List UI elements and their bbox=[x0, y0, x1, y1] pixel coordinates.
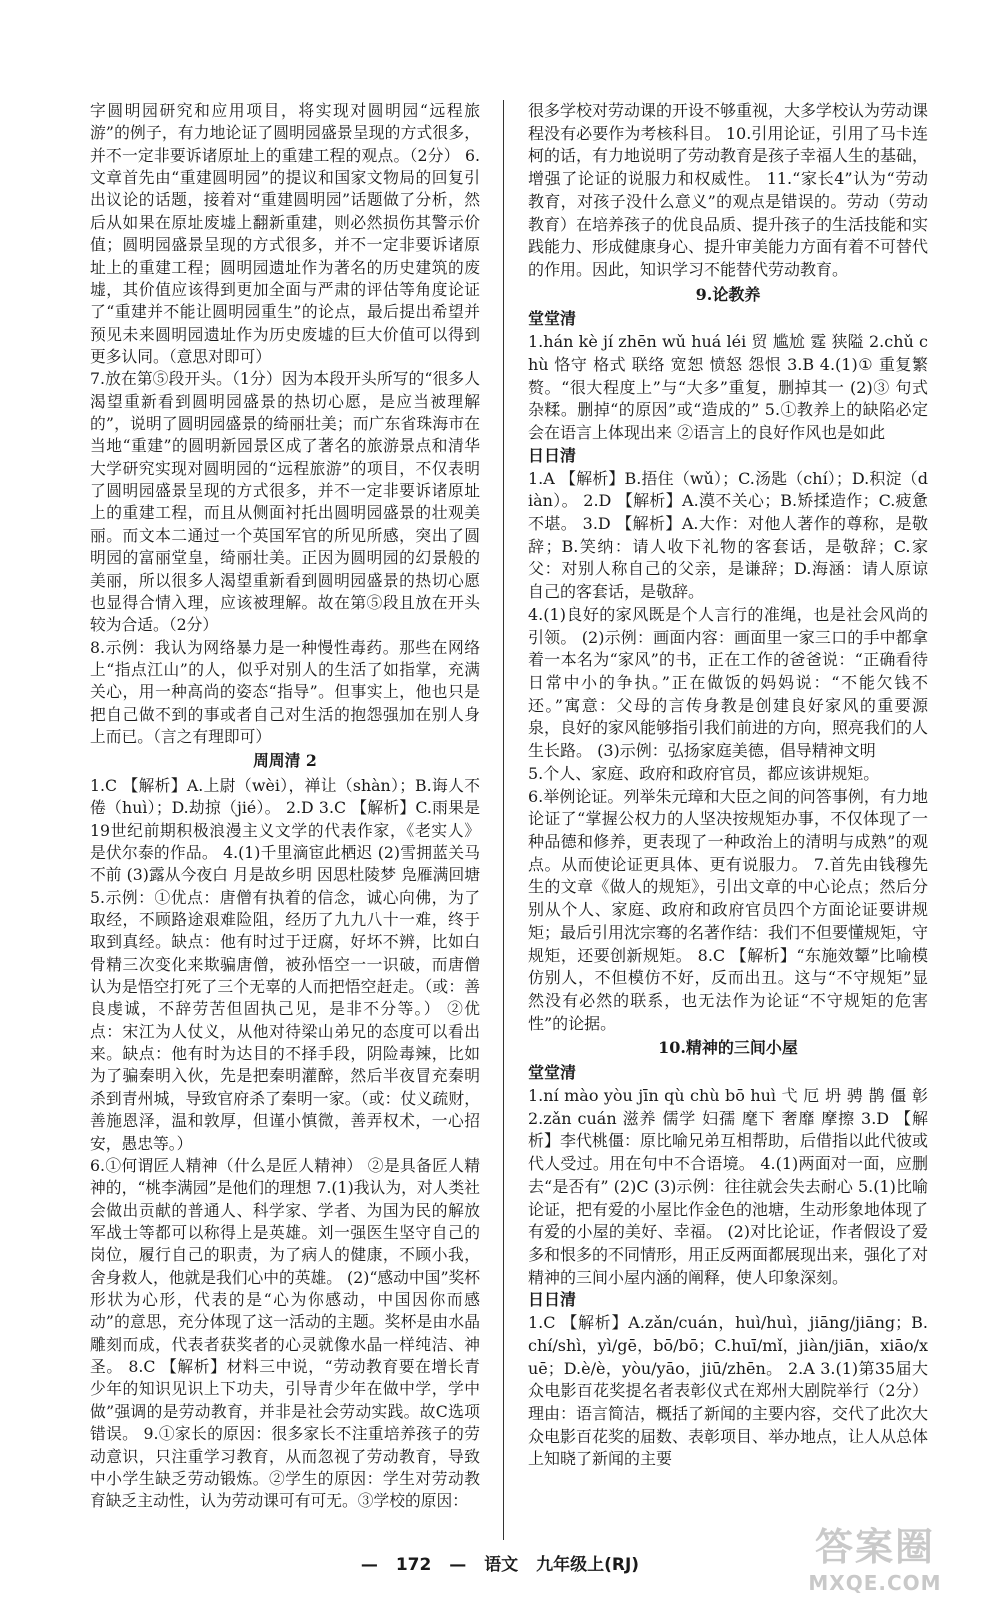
answer-paragraph: 6.举例论证。列举朱元璋和大臣之间的问答事例，有力地论证了“掌握公权力的人坚决按规矩办事，不仅体现了一种品德和修养，更表现了一种政治上的清明与成熟”的观点。从而使论证更具体、更有说服力。 7.首先由钱穆先生的文章《做人的规矩》，引出文章的中心论点；然后分别从个人、家庭、政府和政府官员四个方面论证要讲规矩；最后引用沈宗骞的名著作结：我们不但要懂规矩，守规矩，还要创新规矩。 8.C 【解析】“东施效颦”比喻模仿别人，不但模仿不好，反而出丑。这与“不守规矩”显然没有必然的联系，也无法作为论证“不守规矩的危害性”的论据。 bbox=[528, 786, 929, 1033]
grade-label: 九年级上(RJ) bbox=[536, 1555, 640, 1575]
watermark-logo-text: 答案圈 bbox=[814, 1524, 935, 1569]
answer-paragraph: 7.放在第⑤段开头。（1分）因为本段开头所写的“很多人渴望重新看到圆明园盛景的热切心愿，是应当被理解的”，说明了圆明园盛景的绮丽壮美；而广东省珠海市在当地“重建”的圆明新园景区成了著名的旅游景点和清华大学研究实现对圆明园的“远程旅游”的项目，不仅表明了圆明园盛景呈现的方式很多，并不一定非要诉诸原址上的重建工程，而且从侧面衬托出圆明园盛景的壮观美丽。而文本二通过一个英国军官的所见所感，突出了圆明园的富丽堂皇，绮丽壮美。正因为圆明园的幻景般的美丽，所以很多人渴望重新看到圆明园盛景的热切心愿也显得合情入理，应该被理解。故在第⑤段且放在开头较为合适。（2分） bbox=[90, 369, 480, 635]
footer-dash-right: — bbox=[449, 1555, 467, 1575]
answer-paragraph: 1.ní mào yòu jīn qù chù bō huì 弋 厄 坍 骋 鹊 僵 彰 2.zǎn cuán 滋养 儒学 妇孺 麾下 奢靡 摩擦 3.D 【解析】李代桃僵：原比喻兄弟互相帮助，后借指以此代彼或代人受过。用在句中不合语境。 4.(1)两面对一面，应删去“是否有” (2)C (3)示例：往往就会失去耐心 5.(1)比喻论证，把有爱的小屋比作金色的池塘，生动形象地体现了有爱的小屋的美好、幸福。 (2)对比论证，作者假设了爱多和恨多的不同情形，用正反两面都展现出来，强化了对精神的三间小屋内涵的阐释，使人印象深刻。 bbox=[528, 1085, 929, 1287]
subsection-label: 堂堂清 bbox=[528, 1063, 577, 1083]
subsection-label: 堂堂清 bbox=[528, 309, 577, 329]
answer-paragraph: 字圆明园研究和应用项目，将实现对圆明园“远程旅游”的例子，有力地论证了圆明园盛景呈现的方式很多，并不一定非要诉诸原址上的重建工程的观点。（2分） 6.文章首先由“重建圆明园”的提议和国家文物局的回复引出议论的话题，接着对“重建圆明园”话题做了分析，然后从如果在原址废墟上翻新重建，则必然损伤其警示价值；圆明园盛景呈现的方式很多，并不一定非要诉诸原址上的重建工程；圆明园遗址作为著名的历史建筑的废墟，其价值应该得到更加全面与严肃的评估等角度论证了“重建并不能让圆明园重生”的论点，最后提出希望并预见未来圆明园遗址作为历史废墟的巨大价值可以得到更多认同。（意思对即可） bbox=[90, 101, 480, 366]
subsection-label: 日日清 bbox=[528, 445, 577, 465]
subsection-label: 日日清 bbox=[528, 1290, 577, 1310]
answer-paragraph: 1.C 【解析】A.zǎn/cuán，huì/huì，jiāng/jiāng；B.chí/shì，yì/gē，bō/bō；C.huī/mǐ，jiàn/jiān，xiāo/xuē；D.è/è，yòu/yāo，jiū/zhēn。 2.A 3.(1)第35届大众电影百花奖提名者表彰仪式在郑州大剧院举行（2分） 理由：语言简洁，概括了新闻的主要内容，交代了此次大众电影百花奖的届数、表彰项目、举办地点，让人从总体上知晓了新闻的主要 bbox=[528, 1313, 929, 1469]
answer-paragraph: 1.hán kè jí zhēn wǔ huá léi 贸 尴尬 霆 狭隘 2.chǔ chù 恪守 格式 联络 宽恕 愤怒 怨恨 3.B 4.(1)① 重复繁赘。“很大程度上”与“大多”重复，删掉其一 (2)③ 句式杂糅。删掉“的原因”或“造成的” 5.①教养上的缺陷必定会在语言上体现出来 ②语言上的良好作风也是如此 bbox=[528, 332, 928, 443]
section-title: 周周清 2 bbox=[253, 751, 317, 771]
section-title: 10.精神的三间小屋 bbox=[658, 1038, 798, 1058]
right-column bbox=[528, 100, 928, 1471]
column-divider bbox=[503, 100, 504, 1540]
answer-paragraph: 很多学校对劳动课的开设不够重视，大多学校认为劳动课程没有必要作为考核科目。 10.引用论证，引用了马卡连柯的话，有力地说明了劳动教育是孩子幸福人生的基础，增强了论证的说服力和权威性。 11.“家长4”认为“劳动教育，对孩子没什么意义”的观点是错误的。劳动（劳动教育）在培养孩子的优良品质、提升孩子的生活技能和实践能力、形成健康身心、提升审美能力方面有着不可替代的作用。因此，知识学习不能替代劳动教育。 bbox=[528, 101, 929, 280]
answer-paragraph: 5.个人、家庭、政府和政府官员，都应该讲规矩。 bbox=[528, 763, 880, 783]
answer-paragraph: 8.示例：我认为网络暴力是一种慢性毒药。那些在网络上“指点江山”的人，似乎对别人的生活了如指掌，充满关心，用一种高尚的姿态“指导”。但事实上，他也只是把自己做不到的事或者自己对生活的抱怨强加在别人身上而已。（言之有理即可） bbox=[90, 637, 480, 747]
footer-dash-left: — bbox=[360, 1555, 378, 1575]
answer-paragraph: 1.C 【解析】A.上尉（wèi），禅让（shàn）；B.诲人不倦（huì）；D.劫掠（jié）。 2.D 3.C 【解析】C.雨果是19世纪前期积极浪漫主义文学的代表作家，《老实人》是伏尔泰的作品。 4.(1)千里滴宦此栖迟 (2)雪拥蓝关马不前 (3)露从今夜白 月是故乡明 因思杜陵梦 凫雁满回塘 5.示例：①优点：唐僧有执着的信念，诚心向佛，为了取经，不顾路途艰难险阻，经历了九九八十一难，终于取到真经。缺点：他有时过于迂腐，好坏不辨，比如白骨精三次变化来欺骗唐僧，被孙悟空一一识破，而唐僧认为是悟空打死了三个无辜的人而把悟空赶走。（或：善良虔诚，不辞劳苦但固执己见，是非不分等。） ②优点：宋江为人仗义，从他对待梁山弟兄的态度可以看出来。缺点：他有时为达目的不择手段，阴险毒辣，比如为了骗秦明入伙，先是把秦明灌醉，然后半夜冒充秦明杀到青州城，导致官府杀了秦明一家。（或：仗义疏财，善施恩泽，温和敦厚，但谨小慎微，善弄权术，一心招安，愚忠等。） bbox=[90, 775, 480, 1153]
watermark-url: MXQE.COM bbox=[808, 1570, 942, 1595]
subject-label: 语文 bbox=[484, 1555, 519, 1575]
answer-paragraph: 6.①何谓匠人精神（什么是匠人精神） ②是具备匠人精神的，“桃李满园”是他们的理想 7.(1)我认为，对人类社会做出贡献的普通人、科学家、学者、为国为民的解放军战士等都可以称得上是英雄。刘一强医生坚守自己的岗位，履行自己的职责，为了病人的健康，不顾小我，舍身救人，他就是我们心中的英雄。 (2)“感动中国”奖杯形状为心形，代表的是“心为你感动，中国因你而感动”的意思，充分体现了这一活动的主题。奖杯是由水晶雕刻而成，代表者获奖者的心灵就像水晶一样纯洁、神圣。 8.C 【解析】材料三中说，“劳动教育要在增长青少年的知识见识上下功夫，引导青少年在做中学，学中做”强调的是劳动教育，并非是社会劳动实践。故C选项错误。 9.①家长的原因：很多家长不注重培养孩子的劳动意识，只注重学习教育，从而忽视了劳动教育，导致中小学生缺乏劳动锻炼。②学生的原因：学生对劳动教育缺乏主动性，认为劳动课可有可无。③学校的原因： bbox=[90, 1155, 480, 1511]
left-column bbox=[90, 100, 480, 1513]
section-title: 9.论教养 bbox=[695, 284, 761, 304]
answer-paragraph: 1.A 【解析】B.捂住（wǔ）；C.汤匙（chí）；D.积淀（diàn）。 2.D 【解析】A.漠不关心；B.矫揉造作；C.疲惫不堪。 3.D 【解析】A.大作：对他人著作的尊称，是敬辞；B.笑纳：请人收下礼物的客套话，是敬辞；C.家父：对别人称自己的父亲，是谦辞；D.海涵：请人原谅自己的客套话，是敬辞。 bbox=[528, 468, 928, 602]
watermark-logo bbox=[780, 1515, 970, 1595]
answer-paragraph: 4.(1)良好的家风既是个人言行的准绳，也是社会风尚的引领。 (2)示例：画面内容：画面里一家三口的手中都拿着一本名为“家风”的书，正在工作的爸爸说：“正确看待日常中小的争执。”正在做饭的妈妈说：“不能欠钱不还。”寓意：父母的言传身教是创建良好家风的重要源泉，良好的家风能够指引我们前进的方向，照亮我们的人生长路。 (3)示例：弘扬家庭美德，倡导精神文明 bbox=[528, 604, 929, 761]
page-number: 172 bbox=[395, 1555, 432, 1575]
